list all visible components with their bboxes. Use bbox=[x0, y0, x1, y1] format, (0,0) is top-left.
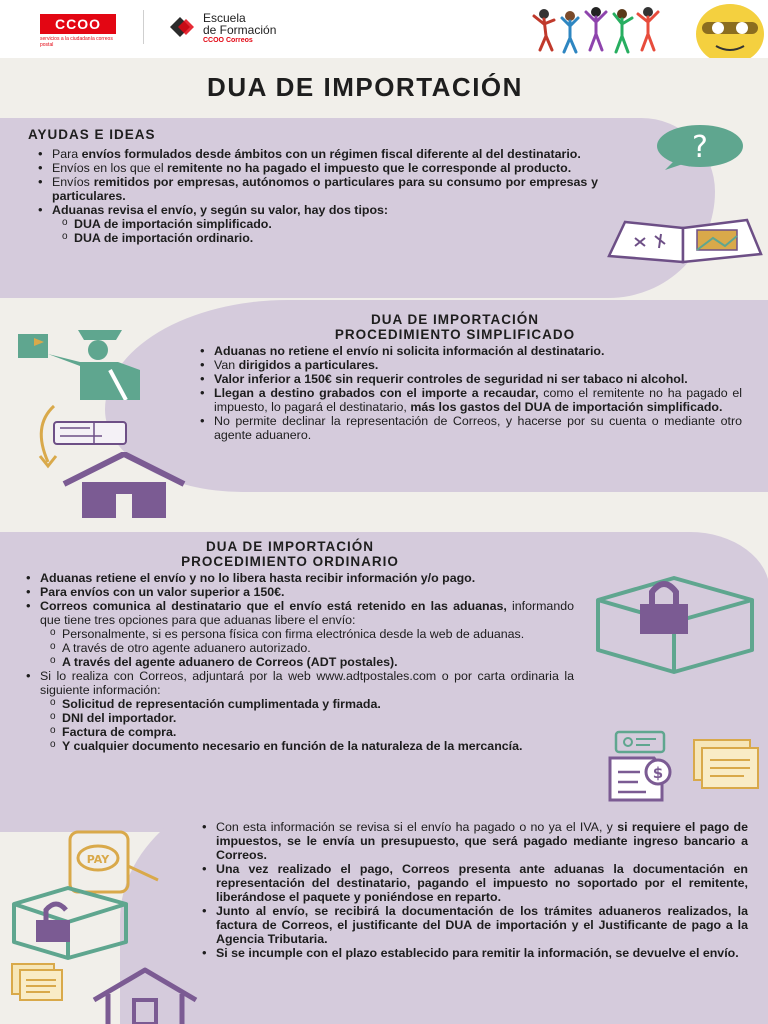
ordinario-final-list bbox=[196, 820, 748, 960]
simplificado-title-line2: PROCEDIMIENTO SIMPLIFICADO bbox=[334, 327, 576, 342]
escuela-logo-icon bbox=[170, 17, 196, 37]
escuela-line1: Escuela bbox=[203, 11, 246, 25]
documents-stack-icon bbox=[10, 962, 66, 1002]
locked-box-small-icon bbox=[10, 884, 130, 960]
sub-list-item: o DNI del importador. bbox=[40, 711, 574, 725]
house-icon bbox=[60, 452, 188, 518]
sub-list-item: o DUA de importación ordinario. bbox=[52, 231, 598, 245]
open-book-icon bbox=[605, 216, 763, 264]
dua-types-sublist bbox=[52, 217, 598, 245]
house-outline-icon bbox=[90, 966, 200, 1024]
sub-list-item: o Factura de compra. bbox=[40, 725, 574, 739]
list-item: • Para envíos formulados desde ámbitos con un régimen fiscal diferente al del destinatario. bbox=[32, 147, 598, 161]
ordinario-title-line2: PROCEDIMIENTO ORDINARIO bbox=[181, 554, 399, 569]
ayudas-list bbox=[32, 147, 598, 245]
page-header bbox=[0, 0, 768, 58]
options-sublist bbox=[40, 627, 574, 669]
ccoo-tagline: servicios a la ciudadanía correos postal bbox=[40, 36, 113, 48]
list-item: • Envíos en los que el remitente no ha pagado el impuesto que le corresponde al producto. bbox=[32, 161, 598, 175]
list-item: • Valor inferior a 150€ sin requerir controles de seguridad ni ser tabaco ni alcohol. bbox=[194, 372, 742, 386]
sub-list-item: o DUA de importación simplificado. bbox=[52, 217, 598, 231]
list-item: • Si lo realiza con Correos, adjuntará por la web www.adtpostales.com o por carta ordinaria la siguiente información: o Solicitud de representación cumplimentada y firmada. o DNI del importador. o Factura de compra. o Y cualquier documento necesario en función de la naturaleza de la mercancía. bbox=[20, 669, 574, 753]
svg-text:$: $ bbox=[652, 764, 664, 782]
sub-list-item: o A través de otro agente aduanero autorizado. bbox=[40, 641, 574, 655]
list-item: • Con esta información se revisa si el envío ha pagado o no ya el IVA, y si requiere el pago de impuestos, se le envía un presupuesto, que será pagado mediante ingreso bancario a Correos. bbox=[196, 820, 748, 862]
sub-list-item: o A través del agente aduanero de Correos (ADT postales). bbox=[40, 655, 574, 669]
sub-list-item: o Personalmente, si es persona física con firma electrónica desde la web de aduanas. bbox=[40, 627, 574, 641]
list-item: • Van dirigidos a particulares. bbox=[194, 358, 742, 372]
list-item: • Para envíos con un valor superior a 150€. bbox=[20, 585, 574, 599]
sub-list-item: o Y cualquier documento necesario en función de la naturaleza de la mercancía. bbox=[40, 739, 574, 753]
simplificado-list bbox=[194, 344, 742, 442]
ccoo-logo: CCOO bbox=[40, 14, 116, 34]
ordinario-list bbox=[20, 571, 574, 753]
escuela-sub: CCOO Correos bbox=[203, 37, 253, 44]
list-item: • Llegan a destino grabados con el importe a recaudar, como el remitente no ha pagado el impuesto, lo pagará el destinatario, más los gastos del DUA de importación simplificado. bbox=[194, 386, 742, 414]
list-item: • Correos comunica al destinatario que el envío está retenido en las aduanas, informando que tiene tres opciones para que aduanas libere el envío: o Personalmente, si es persona física con firma electrónica desde la web de aduanas. o A través de otro agente aduanero autorizado. o A través del agente aduanero de Correos (ADT postales). bbox=[20, 599, 574, 669]
sub-list-item: o Solicitud de representación cumplimentada y firmada. bbox=[40, 697, 574, 711]
invoice-documents-icon bbox=[604, 728, 760, 802]
list-item: • Si se incumple con el plazo establecido para remitir la información, se devuelve el envío. bbox=[196, 946, 748, 960]
simplificado-title bbox=[245, 312, 665, 342]
escuela-line2: de Formación bbox=[203, 23, 277, 37]
question-bubble-icon bbox=[655, 124, 745, 170]
ordinario-title bbox=[60, 539, 520, 569]
ayudas-title: AYUDAS E IDEAS bbox=[28, 127, 156, 142]
list-item: • Una vez realizado el pago, Correos presenta ante aduanas la documentación en representación del destinatario, pagando el impuesto no soportado por el remitente, liberándose el paquete y poniéndose en reparto. bbox=[196, 862, 748, 904]
list-item: • Junto al envío, se recibirá la documentación de los trámites aduaneros realizados, la factura de Correos, el justificante del DUA de importación y el Justificante de pago a la Agencia Tributaria. bbox=[196, 904, 748, 946]
postman-icon bbox=[18, 326, 140, 400]
escuela-name bbox=[203, 12, 276, 36]
list-item: • Envíos remitidos por empresas, autónomos o particulares para su consumo por empresas y particulares. bbox=[32, 175, 598, 203]
ordinario-title-line1: DUA DE IMPORTACIÓN bbox=[206, 539, 374, 554]
list-item: • Aduanas retiene el envío y no lo libera hasta recibir información y/o pago. bbox=[20, 571, 574, 585]
locked-box-icon bbox=[594, 574, 756, 674]
page-title: DUA DE IMPORTACIÓN bbox=[207, 72, 523, 102]
header-divider bbox=[143, 10, 144, 44]
list-item: • Aduanas revisa el envío, y según su valor, hay dos tipos: o DUA de importación simplificado. o DUA de importación ordinario. bbox=[32, 203, 598, 245]
documents-sublist bbox=[40, 697, 574, 753]
list-item: • Aduanas no retiene el envío ni solicita información al destinatario. bbox=[194, 344, 742, 358]
svg-text:PAY: PAY bbox=[86, 853, 110, 866]
svg-text:?: ? bbox=[692, 130, 708, 165]
simplificado-title-line1: DUA DE IMPORTACIÓN bbox=[371, 312, 539, 327]
celebrating-people-illustration bbox=[520, 0, 768, 58]
list-item: • No permite declinar la representación de Correos, y hacerse por su cuenta o mediante otro agente aduanero. bbox=[194, 414, 742, 442]
